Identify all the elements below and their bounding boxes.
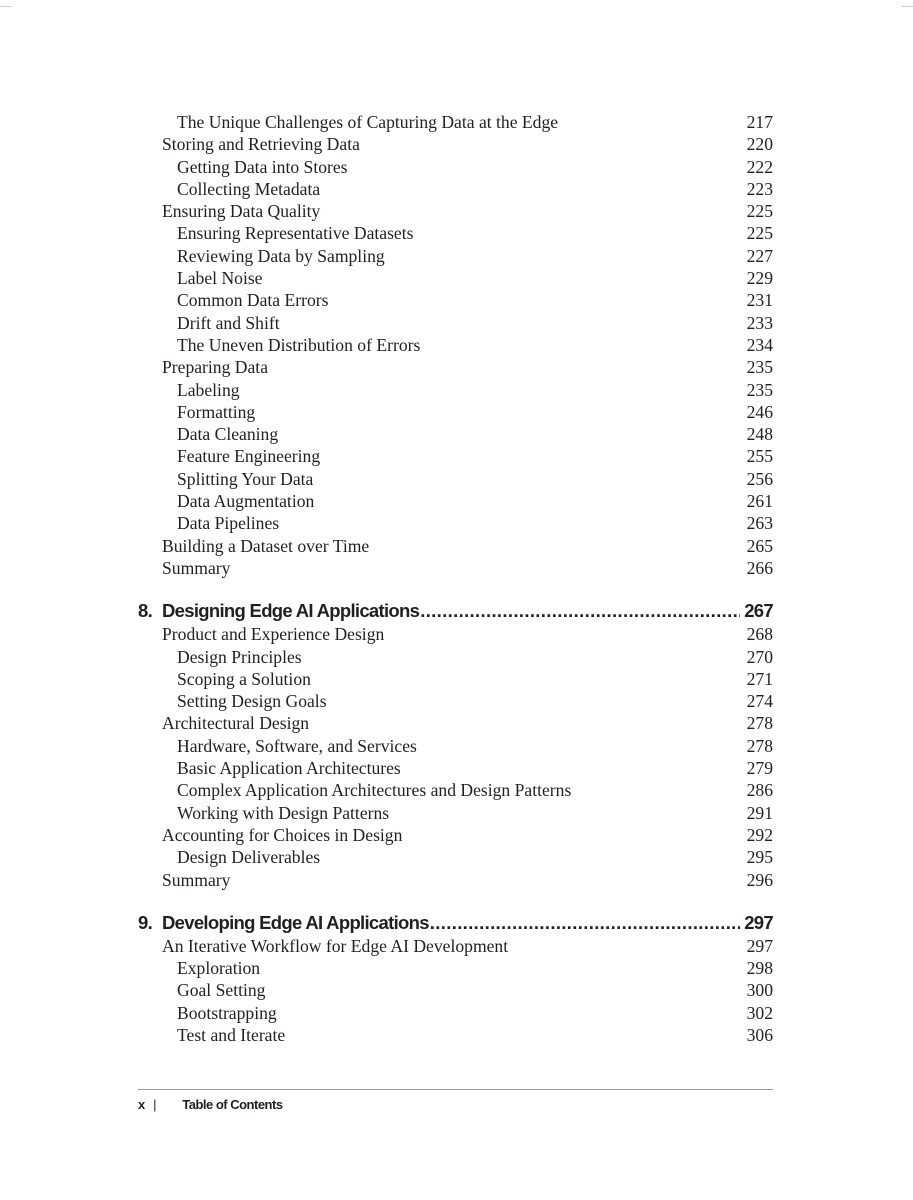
footer-divider [138, 1089, 773, 1090]
toc-entry[interactable] [138, 200, 773, 222]
chapter-heading-9[interactable] [138, 911, 773, 935]
group-spacer [138, 891, 773, 911]
toc-entry[interactable] [138, 379, 773, 401]
toc-entry-page-number: 266 [746, 557, 773, 578]
toc-entry-title: Ensuring Data Quality [162, 201, 321, 222]
toc-entry-title: An Iterative Workflow for Edge AI Development [162, 935, 509, 956]
toc-entry-page-number: 263 [746, 513, 773, 534]
toc-entry-title: Data Pipelines [177, 513, 280, 534]
chapter-title: Developing Edge AI Applications [162, 911, 429, 933]
toc-entry[interactable] [138, 222, 773, 244]
toc-entry-title: Labeling [177, 379, 240, 400]
toc-entry[interactable] [138, 690, 773, 712]
page-folio: x [138, 1097, 145, 1112]
toc-entry-title: Preparing Data [162, 357, 269, 378]
toc-entry-title: Formatting [177, 401, 256, 422]
toc-entry-page-number: 279 [746, 758, 773, 779]
toc-entry[interactable] [138, 735, 773, 757]
footer-separator: | [153, 1097, 157, 1112]
toc-entry-page-number: 298 [746, 958, 773, 979]
toc-entry-title: Storing and Retrieving Data [162, 134, 360, 155]
toc-entry-page-number: 286 [746, 780, 773, 801]
toc-entry-title: Feature Engineering [177, 446, 321, 467]
toc-entry[interactable] [138, 490, 773, 512]
toc-entry-page-number: 261 [746, 491, 773, 512]
toc-entry[interactable] [138, 334, 773, 356]
toc-entry[interactable] [138, 646, 773, 668]
toc-entry[interactable] [138, 846, 773, 868]
toc-entry-title: Product and Experience Design [162, 624, 385, 645]
toc-entry-title: Working with Design Patterns [177, 802, 390, 823]
toc-entry-title: Hardware, Software, and Services [177, 735, 417, 756]
toc-entry-page-number: 270 [746, 646, 773, 667]
toc-entry-title: Goal Setting [177, 980, 266, 1001]
toc-entry[interactable] [138, 289, 773, 311]
toc-entry-page-number: 231 [746, 290, 773, 311]
toc-entry-page-number: 292 [746, 824, 773, 845]
crop-mark-left [0, 0, 12, 7]
toc-entry[interactable] [138, 468, 773, 490]
toc-entry[interactable] [138, 779, 773, 801]
toc-entry-title: Common Data Errors [177, 290, 329, 311]
toc-entry-title: Reviewing Data by Sampling [177, 245, 385, 266]
toc-entry-title: Data Cleaning [177, 424, 279, 445]
toc-entry-page-number: 256 [746, 468, 773, 489]
toc-entry-page-number: 306 [746, 1024, 773, 1045]
toc-entry[interactable] [138, 156, 773, 178]
toc-entry-page-number: 302 [746, 1002, 773, 1023]
toc-entry[interactable] [138, 401, 773, 423]
toc-entry-title: Drift and Shift [177, 312, 280, 333]
toc-entry[interactable] [138, 712, 773, 734]
toc-entry[interactable] [138, 535, 773, 557]
toc-entry-page-number: 296 [746, 869, 773, 890]
toc-entry-title: Data Augmentation [177, 491, 315, 512]
dot-leader [420, 599, 740, 623]
toc-entry-title: Summary [162, 869, 231, 890]
toc-entry-title: Exploration [177, 958, 261, 979]
toc-entry-title: Building a Dataset over Time [162, 535, 370, 556]
toc-entry-page-number: 297 [746, 935, 773, 956]
toc-entry-title: Design Deliverables [177, 847, 321, 868]
toc-entry-page-number: 265 [746, 535, 773, 556]
group-spacer [138, 579, 773, 599]
toc-entry[interactable] [138, 869, 773, 891]
toc-entry-page-number: 235 [746, 357, 773, 378]
toc-entry[interactable] [138, 824, 773, 846]
table-of-contents [138, 111, 773, 1046]
toc-group-chapter-7-continued [138, 111, 773, 579]
toc-entry-page-number: 246 [746, 401, 773, 422]
toc-entry-title: Collecting Metadata [177, 178, 321, 199]
toc-entry[interactable] [138, 957, 773, 979]
toc-entry[interactable] [138, 668, 773, 690]
toc-entry-title: Ensuring Representative Datasets [177, 223, 414, 244]
toc-entry-page-number: 225 [746, 223, 773, 244]
toc-entry[interactable] [138, 557, 773, 579]
toc-entry[interactable] [138, 178, 773, 200]
toc-entry[interactable] [138, 757, 773, 779]
toc-entry-page-number: 222 [746, 156, 773, 177]
chapter-page-number: 267 [744, 600, 773, 622]
toc-entry-title: Scoping a Solution [177, 668, 311, 689]
toc-entry-page-number: 268 [746, 624, 773, 645]
toc-entry-page-number: 227 [746, 245, 773, 266]
toc-entry-title: Getting Data into Stores [177, 156, 348, 177]
toc-entry[interactable] [138, 1002, 773, 1024]
toc-entry[interactable] [138, 512, 773, 534]
toc-entry[interactable] [138, 1024, 773, 1046]
toc-entry-page-number: 217 [746, 112, 773, 132]
toc-entry-title: The Unique Challenges of Capturing Data at the Edge [177, 112, 559, 132]
toc-group-chapter-9 [138, 935, 773, 1046]
dot-leader [430, 911, 740, 935]
toc-entry-page-number: 255 [746, 446, 773, 467]
toc-entry[interactable] [138, 312, 773, 334]
toc-entry[interactable] [138, 133, 773, 155]
toc-entry[interactable] [138, 245, 773, 267]
toc-entry-page-number: 295 [746, 847, 773, 868]
toc-entry-page-number: 300 [746, 980, 773, 1001]
toc-entry[interactable] [138, 802, 773, 824]
toc-entry-title: Accounting for Choices in Design [162, 824, 403, 845]
toc-entry[interactable] [138, 267, 773, 289]
toc-entry-page-number: 274 [746, 691, 773, 712]
chapter-heading-8[interactable] [138, 599, 773, 623]
toc-entry[interactable] [138, 935, 773, 957]
toc-entry-title: Setting Design Goals [177, 691, 327, 712]
toc-entry-page-number: 248 [746, 424, 773, 445]
toc-entry-page-number: 278 [746, 713, 773, 734]
toc-entry-page-number: 233 [746, 312, 773, 333]
toc-entry-page-number: 291 [746, 802, 773, 823]
running-title: Table of Contents [182, 1097, 283, 1112]
toc-entry[interactable] [138, 423, 773, 445]
toc-entry-title: Splitting Your Data [177, 468, 314, 489]
toc-entry[interactable] [138, 445, 773, 467]
toc-entry-title: Complex Application Architectures and Design Patterns [177, 780, 572, 801]
toc-group-chapter-8 [138, 623, 773, 891]
chapter-title: Designing Edge AI Applications [162, 600, 420, 622]
toc-entry[interactable] [138, 111, 773, 133]
toc-entry-title: Bootstrapping [177, 1002, 277, 1023]
toc-entry[interactable] [138, 356, 773, 378]
toc-entry-title: Test and Iterate [177, 1024, 286, 1045]
crop-mark-right [901, 0, 913, 7]
toc-entry-page-number: 220 [746, 134, 773, 155]
chapter-number: 9. [138, 911, 153, 933]
toc-entry-page-number: 271 [746, 668, 773, 689]
toc-entry[interactable] [138, 979, 773, 1001]
page-footer [138, 1096, 283, 1114]
toc-entry-page-number: 278 [746, 735, 773, 756]
toc-entry-page-number: 225 [746, 201, 773, 222]
toc-entry[interactable] [138, 623, 773, 645]
toc-entry-page-number: 234 [746, 334, 773, 355]
chapter-number: 8. [138, 600, 153, 622]
toc-entry-title: The Uneven Distribution of Errors [177, 334, 421, 355]
toc-entry-title: Basic Application Architectures [177, 758, 401, 779]
toc-entry-title: Summary [162, 557, 231, 578]
toc-entry-page-number: 229 [746, 268, 773, 289]
toc-entry-title: Architectural Design [162, 713, 310, 734]
chapter-page-number: 297 [744, 911, 773, 933]
toc-entry-page-number: 223 [746, 178, 773, 199]
toc-entry-page-number: 235 [746, 379, 773, 400]
toc-entry-title: Design Principles [177, 646, 302, 667]
toc-entry-title: Label Noise [177, 268, 263, 289]
